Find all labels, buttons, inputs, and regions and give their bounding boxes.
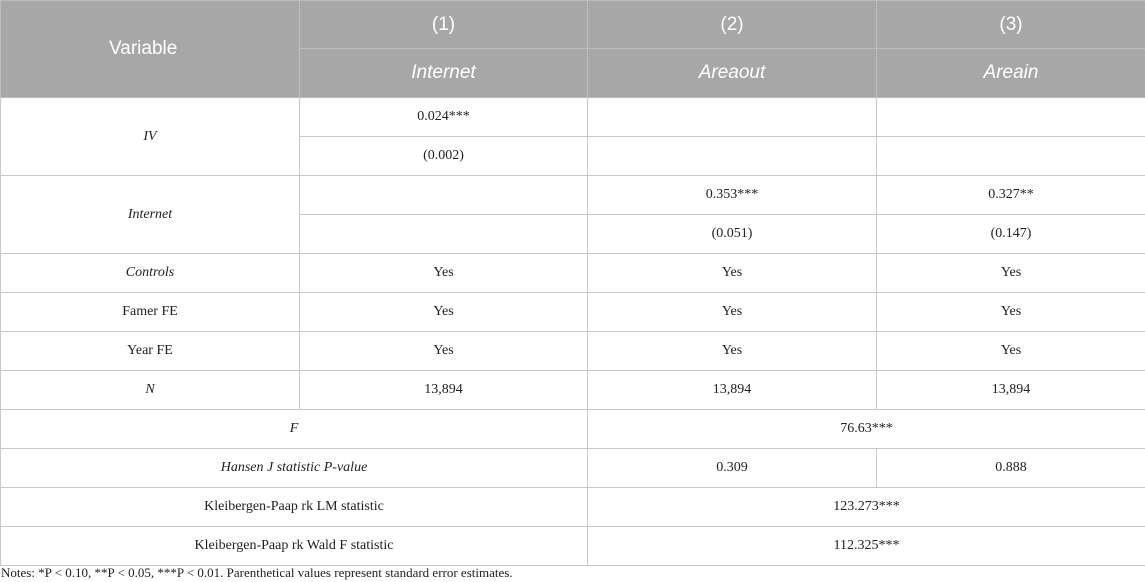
row-label-n: N: [1, 371, 300, 410]
row-label-internet: Internet: [1, 176, 300, 254]
header-col-3: (3): [877, 1, 1145, 49]
table-row-year-fe: [1, 332, 1145, 371]
row-label-hansen: Hansen J statistic P-value: [1, 449, 588, 488]
table-row-famer-fe: [1, 293, 1145, 332]
header-variable: Variable: [1, 1, 300, 98]
row-label-kp-lm: Kleibergen-Paap rk LM statistic: [1, 488, 588, 527]
cell-f-value: 76.63***: [588, 410, 1145, 449]
cell-iv-c3-se: [877, 137, 1145, 176]
table-body: [1, 98, 1145, 566]
table-row-f: [1, 410, 1145, 449]
header-col-2: (2): [588, 1, 877, 49]
table-row-internet: [1, 176, 1145, 215]
row-label-controls: Controls: [1, 254, 300, 293]
cell-iv-c1-coef: 0.024***: [300, 98, 588, 137]
cell-internet-c1-coef: [300, 176, 588, 215]
cell-iv-c2-coef: [588, 98, 877, 137]
cell-hansen-c2: 0.309: [588, 449, 877, 488]
row-label-f: F: [1, 410, 588, 449]
header-row-columns: [1, 1, 1145, 49]
row-label-kp-wald: Kleibergen-Paap rk Wald F statistic: [1, 527, 588, 566]
cell-n-c2: 13,894: [588, 371, 877, 410]
cell-internet-c3-coef: 0.327**: [877, 176, 1145, 215]
cell-year-fe-c3: Yes: [877, 332, 1145, 371]
table-row-iv: [1, 98, 1145, 137]
cell-n-c1: 13,894: [300, 371, 588, 410]
table-row-hansen: [1, 449, 1145, 488]
header-col-1: (1): [300, 1, 588, 49]
row-label-iv: IV: [1, 98, 300, 176]
table-row-controls: [1, 254, 1145, 293]
table-notes: Notes: *P < 0.10, **P < 0.05, ***P < 0.01. Parenthetical values represent standard error estimates.: [1, 565, 513, 580]
cell-hansen-c3: 0.888: [877, 449, 1145, 488]
table-row-kp-lm: [1, 488, 1145, 527]
cell-iv-c2-se: [588, 137, 877, 176]
cell-year-fe-c2: Yes: [588, 332, 877, 371]
cell-famer-fe-c3: Yes: [877, 293, 1145, 332]
cell-internet-c2-se: (0.051): [588, 215, 877, 254]
cell-iv-c1-se: (0.002): [300, 137, 588, 176]
cell-famer-fe-c1: Yes: [300, 293, 588, 332]
cell-internet-c1-se: [300, 215, 588, 254]
cell-kp-lm-value: 123.273***: [588, 488, 1145, 527]
table-row-n: [1, 371, 1145, 410]
cell-controls-c3: Yes: [877, 254, 1145, 293]
cell-internet-c3-se: (0.147): [877, 215, 1145, 254]
cell-iv-c3-coef: [877, 98, 1145, 137]
cell-internet-c2-coef: 0.353***: [588, 176, 877, 215]
header-dep-1: Internet: [300, 49, 588, 98]
cell-kp-wald-value: 112.325***: [588, 527, 1145, 566]
table-header: [1, 1, 1145, 98]
cell-controls-c2: Yes: [588, 254, 877, 293]
table-row-kp-wald: [1, 527, 1145, 566]
cell-controls-c1: Yes: [300, 254, 588, 293]
row-label-year-fe: Year FE: [1, 332, 300, 371]
cell-n-c3: 13,894: [877, 371, 1145, 410]
header-dep-3: Areain: [877, 49, 1145, 98]
cell-year-fe-c1: Yes: [300, 332, 588, 371]
row-label-famer-fe: Famer FE: [1, 293, 300, 332]
cell-famer-fe-c2: Yes: [588, 293, 877, 332]
header-dep-2: Areaout: [588, 49, 877, 98]
